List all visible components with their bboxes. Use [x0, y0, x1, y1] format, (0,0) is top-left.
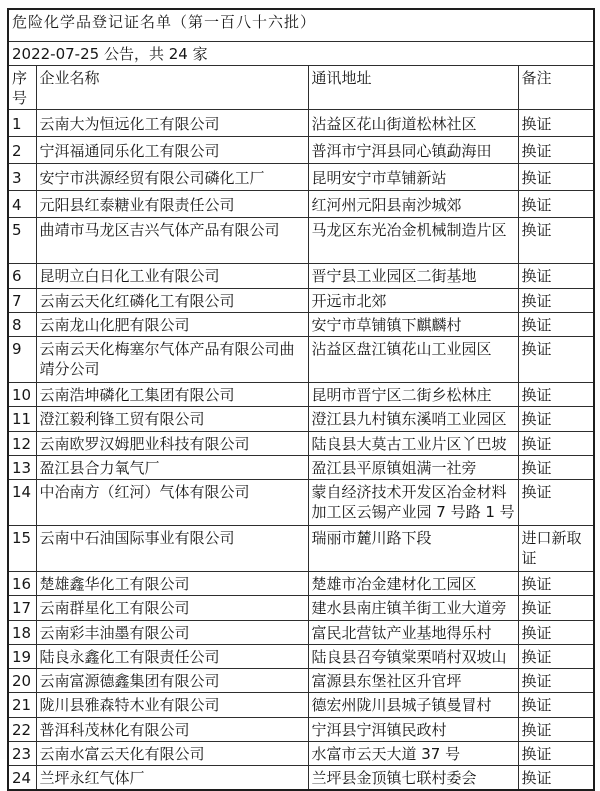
company-address: 澄江县九村镇东溪哨工业园区	[308, 407, 518, 431]
row-number: 8	[8, 312, 36, 336]
remark: 换证	[518, 693, 594, 717]
announcement-text: 2022-07-25 公告，共 24 家	[8, 41, 594, 65]
row-number: 11	[8, 407, 36, 431]
remark: 换证	[518, 264, 594, 288]
remark: 进口新取证	[518, 526, 594, 572]
company-address: 蒙自经济技术开发区冶金材料加工区云锡产业园 7 号路 1 号	[308, 480, 518, 526]
company-name: 云南富源德鑫集团有限公司	[36, 669, 308, 693]
remark: 换证	[518, 766, 594, 791]
remark: 换证	[518, 191, 594, 218]
table-row	[8, 480, 594, 526]
row-number: 18	[8, 620, 36, 644]
row-number: 20	[8, 669, 36, 693]
title-row	[8, 9, 594, 41]
row-number: 24	[8, 766, 36, 791]
table-row	[8, 312, 594, 336]
row-number: 16	[8, 572, 36, 596]
company-name: 陆良永鑫化工有限责任公司	[36, 644, 308, 668]
company-name: 云南浩坤磷化工集团有限公司	[36, 383, 308, 407]
remark: 换证	[518, 455, 594, 479]
company-address: 晋宁县工业园区二街基地	[308, 264, 518, 288]
row-number: 12	[8, 431, 36, 455]
remark: 换证	[518, 383, 594, 407]
row-number: 9	[8, 337, 36, 383]
company-name: 云南彩丰油墨有限公司	[36, 620, 308, 644]
company-address: 普洱市宁洱县同心镇勐海田	[308, 137, 518, 164]
header-address: 通讯地址	[308, 65, 518, 110]
company-name: 云南水富云天化有限公司	[36, 741, 308, 765]
row-number: 15	[8, 526, 36, 572]
table-row	[8, 717, 594, 741]
row-number: 17	[8, 596, 36, 620]
table-row	[8, 526, 594, 572]
header-company-name: 企业名称	[36, 65, 308, 110]
company-address: 开远市北郊	[308, 288, 518, 312]
company-address: 建水县南庄镇羊街工业大道旁	[308, 596, 518, 620]
remark: 换证	[518, 137, 594, 164]
registration-table	[7, 8, 595, 791]
company-name: 曲靖市马龙区吉兴气体产品有限公司	[36, 218, 308, 264]
header-no: 序号	[8, 65, 36, 110]
table-row	[8, 110, 594, 137]
row-number: 5	[8, 218, 36, 264]
table-row	[8, 264, 594, 288]
company-address: 安宁市草铺镇下麒麟村	[308, 312, 518, 336]
company-address: 瑞丽市麓川路下段	[308, 526, 518, 572]
remark: 换证	[518, 337, 594, 383]
row-number: 6	[8, 264, 36, 288]
company-name: 云南龙山化肥有限公司	[36, 312, 308, 336]
page-title: 危险化学品登记证名单（第一百八十六批）	[8, 9, 594, 41]
company-name: 陇川县雅森特木业有限公司	[36, 693, 308, 717]
table-row	[8, 218, 594, 264]
row-number: 1	[8, 110, 36, 137]
remark: 换证	[518, 717, 594, 741]
table-head-section	[8, 9, 594, 110]
company-address: 沾益区盘江镇花山工业园区	[308, 337, 518, 383]
table-row	[8, 766, 594, 791]
company-address: 富源县东堡社区升官坪	[308, 669, 518, 693]
remark: 换证	[518, 620, 594, 644]
remark: 换证	[518, 288, 594, 312]
row-number: 23	[8, 741, 36, 765]
table-row	[8, 572, 594, 596]
row-number: 22	[8, 717, 36, 741]
company-name: 云南云天化梅塞尔气体产品有限公司曲靖分公司	[36, 337, 308, 383]
column-header-row	[8, 65, 594, 110]
remark: 换证	[518, 164, 594, 191]
row-number: 4	[8, 191, 36, 218]
company-address: 宁洱县宁洱镇民政村	[308, 717, 518, 741]
company-name: 云南中石油国际事业有限公司	[36, 526, 308, 572]
company-address: 马龙区东光冶金机械制造片区	[308, 218, 518, 264]
remark: 换证	[518, 218, 594, 264]
company-name: 普洱科茂林化有限公司	[36, 717, 308, 741]
table-row	[8, 741, 594, 765]
table-row	[8, 693, 594, 717]
company-name: 元阳县红泰糖业有限责任公司	[36, 191, 308, 218]
company-name: 澄江毅利锋工贸有限公司	[36, 407, 308, 431]
company-address: 陆良县大莫古工业片区丫巴坡	[308, 431, 518, 455]
row-number: 19	[8, 644, 36, 668]
company-address: 盈江县平原镇姐满一社旁	[308, 455, 518, 479]
table-row	[8, 620, 594, 644]
company-address: 富民北营钛产业基地得乐村	[308, 620, 518, 644]
company-name: 云南欧罗汉姆肥业科技有限公司	[36, 431, 308, 455]
company-address: 德宏州陇川县城子镇曼冒村	[308, 693, 518, 717]
table-row	[8, 669, 594, 693]
company-address: 昆明市晋宁区二街乡松林庄	[308, 383, 518, 407]
remark: 换证	[518, 596, 594, 620]
row-number: 13	[8, 455, 36, 479]
table-row	[8, 137, 594, 164]
remark: 换证	[518, 407, 594, 431]
announcement-row	[8, 41, 594, 65]
table-row	[8, 455, 594, 479]
company-address: 昆明安宁市草铺新站	[308, 164, 518, 191]
remark: 换证	[518, 572, 594, 596]
table-row	[8, 596, 594, 620]
remark: 换证	[518, 741, 594, 765]
company-name: 昆明立白日化工业有限公司	[36, 264, 308, 288]
table-row	[8, 288, 594, 312]
company-name: 云南群星化工有限公司	[36, 596, 308, 620]
row-number: 10	[8, 383, 36, 407]
remark: 换证	[518, 312, 594, 336]
table-row	[8, 431, 594, 455]
company-name: 宁洱福通同乐化工有限公司	[36, 137, 308, 164]
table-row	[8, 383, 594, 407]
table-row	[8, 337, 594, 383]
company-name: 兰坪永红气体厂	[36, 766, 308, 791]
row-number: 14	[8, 480, 36, 526]
company-address: 红河州元阳县南沙城郊	[308, 191, 518, 218]
remark: 换证	[518, 431, 594, 455]
company-name: 安宁市洪源经贸有限公司磷化工厂	[36, 164, 308, 191]
company-name: 楚雄鑫华化工有限公司	[36, 572, 308, 596]
company-name: 云南云天化红磷化工有限公司	[36, 288, 308, 312]
row-number: 21	[8, 693, 36, 717]
table-row	[8, 407, 594, 431]
company-name: 云南大为恒远化工有限公司	[36, 110, 308, 137]
company-name: 盈江县合力氧气厂	[36, 455, 308, 479]
table-row	[8, 644, 594, 668]
company-address: 沾益区花山街道松林社区	[308, 110, 518, 137]
table-body	[8, 110, 594, 791]
header-note: 备注	[518, 65, 594, 110]
company-address: 兰坪县金顶镇七联村委会	[308, 766, 518, 791]
table-row	[8, 164, 594, 191]
company-address: 水富市云天大道 37 号	[308, 741, 518, 765]
company-address: 陆良县召夸镇棠栗哨村双坡山	[308, 644, 518, 668]
remark: 换证	[518, 110, 594, 137]
company-address: 楚雄市冶金建材化工园区	[308, 572, 518, 596]
company-name: 中冶南方（红河）气体有限公司	[36, 480, 308, 526]
remark: 换证	[518, 480, 594, 526]
table-row	[8, 191, 594, 218]
remark: 换证	[518, 644, 594, 668]
row-number: 3	[8, 164, 36, 191]
row-number: 7	[8, 288, 36, 312]
row-number: 2	[8, 137, 36, 164]
remark: 换证	[518, 669, 594, 693]
